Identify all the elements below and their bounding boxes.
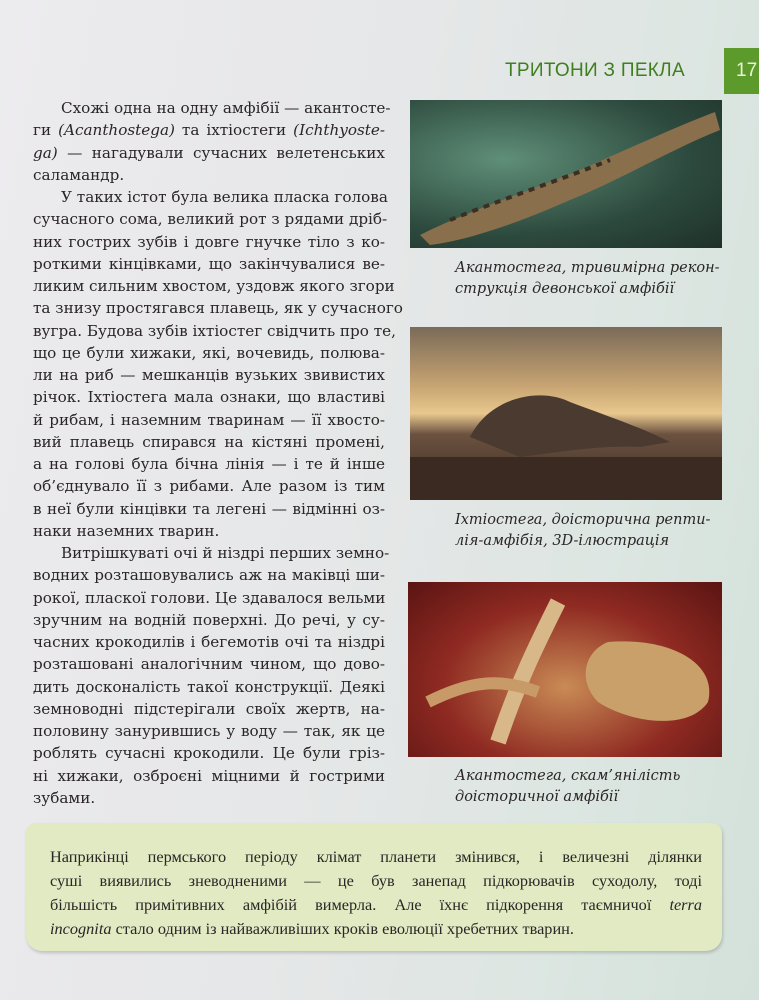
text-line: об’єднувало її з рибами. Але разом із тим bbox=[33, 477, 385, 496]
text-line: рокої, пласкої голови. Це здавалося вельми bbox=[33, 588, 386, 607]
text-segment: стало одним із найважливіших кроків еволюції хребетних тварин. bbox=[111, 919, 574, 938]
text-line: вий плавець спирався на кістяні промені, bbox=[33, 432, 385, 451]
text-line: й рибам, і наземним тваринам — її хвосто- bbox=[33, 410, 385, 429]
text-line: річок. Іхтіостега мала ознаки, що властиві bbox=[33, 388, 385, 407]
text-segment: більшість примітивних амфібій вимерла. Але їхнє підкорення таємничої bbox=[50, 895, 670, 914]
latin-name: (Acanthostega) bbox=[58, 121, 175, 140]
callout-line: Наприкінці пермського періоду клімат планети змінився, і величезні ділянки bbox=[50, 847, 702, 866]
latin-name: (Ichthyoste- bbox=[293, 121, 385, 140]
callout-line: суші виявились зневодненими — це був занепад підкорювачів суходолу, тоді bbox=[50, 871, 702, 890]
text-line: зубами. bbox=[33, 788, 96, 807]
text-line: часних крокодилів і бегемотів очі та ніздрі bbox=[33, 633, 385, 651]
caption-line: лія-амфібія, 3D-ілюстрація bbox=[455, 533, 670, 549]
running-header-title: ТРИТОНИ З ПЕКЛА bbox=[505, 60, 685, 81]
main-text-column bbox=[33, 97, 403, 809]
caption-line: Акантостега, скам’янілість bbox=[455, 768, 681, 784]
figure-caption-1 bbox=[455, 258, 720, 300]
page-number: 17 bbox=[724, 48, 759, 94]
text-line: земноводні підстерігали своїх жертв, на- bbox=[33, 699, 385, 718]
text-line bbox=[33, 142, 385, 164]
acanthostega-fossil-image bbox=[408, 582, 722, 757]
text-segment: та іхтіостеги bbox=[174, 121, 294, 140]
text-line: ні хижаки, озброєні міцними й гострими bbox=[33, 766, 385, 785]
figure-caption-3 bbox=[455, 766, 680, 808]
caption-line: струкція девонської амфібії bbox=[455, 281, 675, 297]
text-line: в неї були кінцівки та легені — відмінні оз- bbox=[33, 499, 385, 518]
acanthostega-3d-image bbox=[410, 100, 722, 248]
latin-name: ga) bbox=[33, 143, 58, 162]
text-line: роблять сучасні крокодили. Це були гріз- bbox=[33, 744, 385, 763]
callout-line bbox=[50, 893, 702, 917]
latin-term: terra bbox=[669, 895, 702, 914]
text-line: Схожі одна на одну амфібії — акантосте- bbox=[61, 99, 391, 117]
figure-caption-2 bbox=[455, 510, 710, 552]
text-line: У таких істот була велика пласка голова bbox=[61, 188, 388, 206]
text-segment: ги bbox=[33, 121, 59, 140]
summary-callout-box bbox=[26, 823, 722, 951]
ichthyostega-illustration-image bbox=[410, 327, 722, 500]
callout-line bbox=[50, 917, 702, 941]
text-line: половину занурившись у воду — так, як це bbox=[33, 722, 385, 740]
text-line: водних розташовувались аж на маківці ши- bbox=[33, 566, 385, 585]
paragraph-3 bbox=[33, 542, 390, 809]
text-line bbox=[33, 119, 385, 141]
text-line: них гострих зубів і довге гнучке тіло з ко- bbox=[33, 232, 385, 251]
text-line: сучасного сома, великий рот з рядами дріб- bbox=[33, 210, 388, 229]
text-line: зручним на водній поверхні. До речі, у су- bbox=[33, 610, 385, 629]
text-line: роткими кінцівками, що закінчувалися ве- bbox=[33, 254, 385, 273]
caption-line: доісторичної амфібії bbox=[455, 789, 619, 805]
caption-line: Акантостега, тривимірна рекон- bbox=[455, 260, 720, 276]
text-line: дить досконалість такої конструкції. Деякі bbox=[33, 677, 385, 696]
text-line: Витрішкуваті очі й ніздрі перших земно- bbox=[61, 544, 390, 562]
latin-term: incognita bbox=[50, 919, 112, 938]
text-segment: — нагадували сучасних велетенських bbox=[57, 143, 385, 162]
text-line: ликим сильним хвостом, уздовж якого згори bbox=[33, 277, 395, 295]
caption-line: Іхтіостега, доісторична репти- bbox=[455, 512, 711, 528]
text-line: що це були хижаки, які, вочевидь, полюва- bbox=[33, 343, 385, 362]
text-line: ли на риб — мешканців вузьких звивистих bbox=[33, 366, 385, 384]
text-line: вугра. Будова зубів іхтіостег свідчить про те, bbox=[33, 321, 396, 340]
text-line: саламандр. bbox=[33, 165, 125, 184]
text-line: та знизу простягався плавець, як у сучасного bbox=[33, 299, 403, 318]
text-line: а на голові була бічна лінія — і те й інше bbox=[33, 455, 385, 473]
text-line: наки наземних тварин. bbox=[33, 521, 220, 540]
paragraph-2 bbox=[33, 186, 403, 542]
text-line: розташовані аналогічним чином, що дово- bbox=[33, 655, 385, 674]
